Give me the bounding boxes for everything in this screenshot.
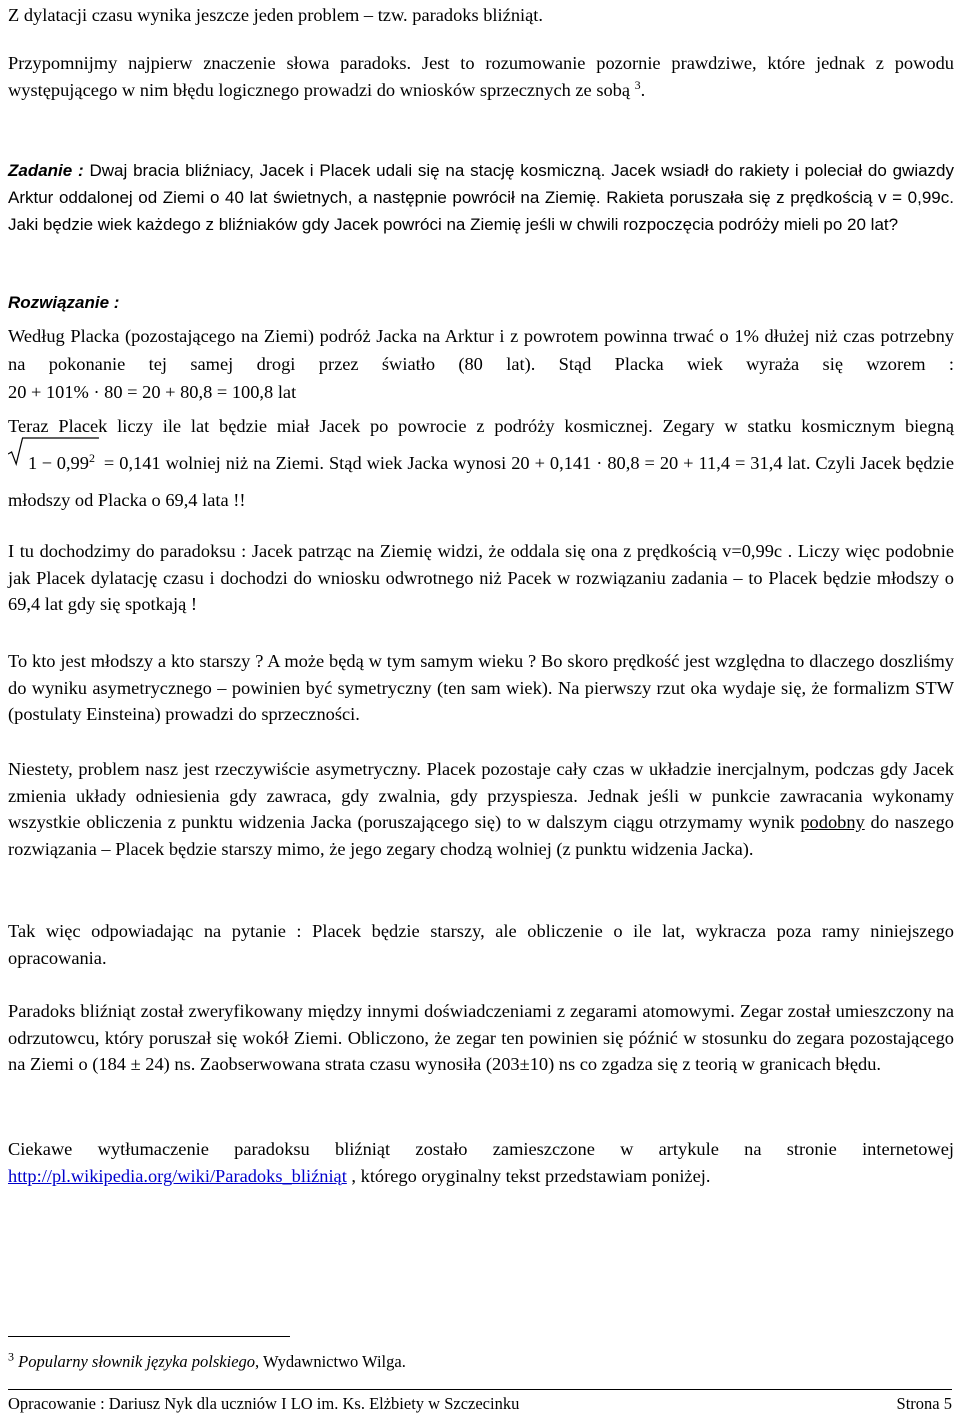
formula-jacek-age: 20 + 0,141 · 80,8 = 20 + 11,4 = 31,4 lat [511,453,806,473]
solution-paragraph-1: Według Placka (pozostającego na Ziemi) podróż Jacka na Arktur i z powrotem powinna trwać o 1% dłużej niż czas potrzebny na pokonanie tej samej drogi przez światło (80 lat). Stąd Placka wiek wyraża się wzorem : 20 + 101% · 80 = 20 + 80,8 = 100,8 lat [8,326,954,402]
asymmetry-paragraph: Niestety, problem nasz jest rzeczywiście asymetryczny. Placek pozostaje cały czas w układzie inercjalnym, podczas gdy Jacek zmienia układy odniesienia gdy zawraca, gdy zwalnia, gdy przyspiesza. Jednak jeśli w punkcie zawracania wykonamy wszystkie obliczenia z punktu widzenia Jacka (poruszającego się) to w dalszym ciągu otrzymamy wynik podobny do naszego rozwiązania – Placek będzie starszy mimo, że jego zegary chodzą wolniej (z punktu widzenia Jacka). [8,759,954,859]
sqrt-formula: $1 - 0,99^2 = 0,141$ [8,453,161,473]
page-footer [8,1393,952,1415]
wikipedia-link[interactable]: http://pl.wikipedia.org/wiki/Paradoks_bliźniąt [8,1165,347,1186]
wikipedia-paragraph: Ciekawe wytłumaczenie paradoksu bliźniąt zostało zamieszczone w artykule na stronie internetowej http://pl.wikipedia.org/wiki/Paradoks_bliźniąt , którego oryginalny tekst przedstawiam poniżej. [8,1139,954,1186]
task-paragraph: Zadanie : Dwaj bracia bliźniacy, Jacek i Placek udali się na stację kosmiczną. Jacek wsiadł do rakiety i poleciał do gwiazdy Arktur oddalonej od Ziemi o 40 lat świetnych, a następnie powrócił na Ziemię. Rakieta poruszała się z prędkością v = 0,99c. Jaki będzie wiek każdego z bliźniaków gdy Jacek powróci na Ziemię jeśli w chwili rozpoczęcia podróży mieli po 20 lat? [8,161,955,234]
footer-rule [8,1389,952,1390]
task-label: Zadanie : [8,161,84,180]
paradox-definition: Przypomnijmy najpierw znaczenie słowa paradoks. Jest to rozumowanie pozornie prawdziwe, które jednak z powodu występującego w nim błędu logicznego prowadzi do wniosków sprzecznych ze sobą $^3$. [8,53,954,100]
page-number: Strona 5 [896,1394,952,1413]
intro-paragraph: Z dylatacji czasu wynika jeszcze jeden problem – tzw. paradoks bliźniąt. [8,5,543,25]
verification-paragraph: Paradoks bliźniąt został zweryfikowany między innymi doświadczeniami z zegarami atomowymi. Zegar został umieszczony na odrzutowcu, który poruszał się wokół Ziemi. Obliczono, że zegar ten powinien się późnić w stosunku do zegara pozostającego na Ziemi o (184 ± 24) ns. Zaobserwowana strata czasu wynosiła (203±10) ns co zgadza się z teorią w granicach błędu. [8,1001,954,1074]
footnote-rule [8,1336,290,1337]
paradox-paragraph: I tu dochodzimy do paradoksu : Jacek patrząc na Ziemię widzi, że oddala się ona z prędkością v=0,99c . Liczy więc podobnie jak Placek dylatację czasu i dochodzi do wniosku odwrotnego niż Pacek w rozwiązaniu zadania – to Placek będzie młodszy o 69,4 lat gdy się spotkają ! [8,541,954,614]
underlined-word: podobny [800,812,865,832]
formula-placek-age: 20 + 101% · 80 = 20 + 80,8 = 100,8 lat [8,382,297,402]
footnote: $^3$ Popularny słownik języka polskiego, Wydawnictwo Wilga. [8,1349,406,1371]
solution-paragraph-2: Teraz Placek liczy ile lat będzie miał Jacek po powrocie z podróży kosmicznej. Zegary w statku kosmicznym biegną $1 - 0,99^2 = 0,141$ wolniej niż na Ziemi. Stąd wiek Jacka wynosi 20 + 0,141 · 80,8 = 20 + 11,4 = 31,4 lat. Czyli Jacek będzie młodszy od Placka o 69,4 lata !! [8,416,954,510]
footnote-ref[interactable]: 3 [634,77,641,92]
footer-author: Opracowanie : Dariusz Nyk dla uczniów I LO im. Ks. Elżbiety w Szczecinku [8,1394,520,1413]
solution-label: Rozwiązanie : [8,293,120,312]
question-paragraph: To kto jest młodszy a kto starszy ? A może będą w tym samym wieku ? Bo skoro prędkość jest względna to dlaczego doszliśmy do wyniku asymetrycznego – powinien być symetryczny (ten sam wiek). Na pierwszy rzut oka wydaje się, że formalizm STW (postulaty Einsteina) prowadzi do sprzeczności. [8,651,954,724]
sqrt-symbol: $1 - 0,99^2$ [8,445,99,482]
answer-paragraph: Tak więc odpowiadając na pytanie : Placek będzie starszy, ale obliczenie o ile lat, wykracza poza ramy niniejszego opracowania. [8,921,954,968]
footnote-title: Popularny słownik języka polskiego [18,1352,256,1371]
